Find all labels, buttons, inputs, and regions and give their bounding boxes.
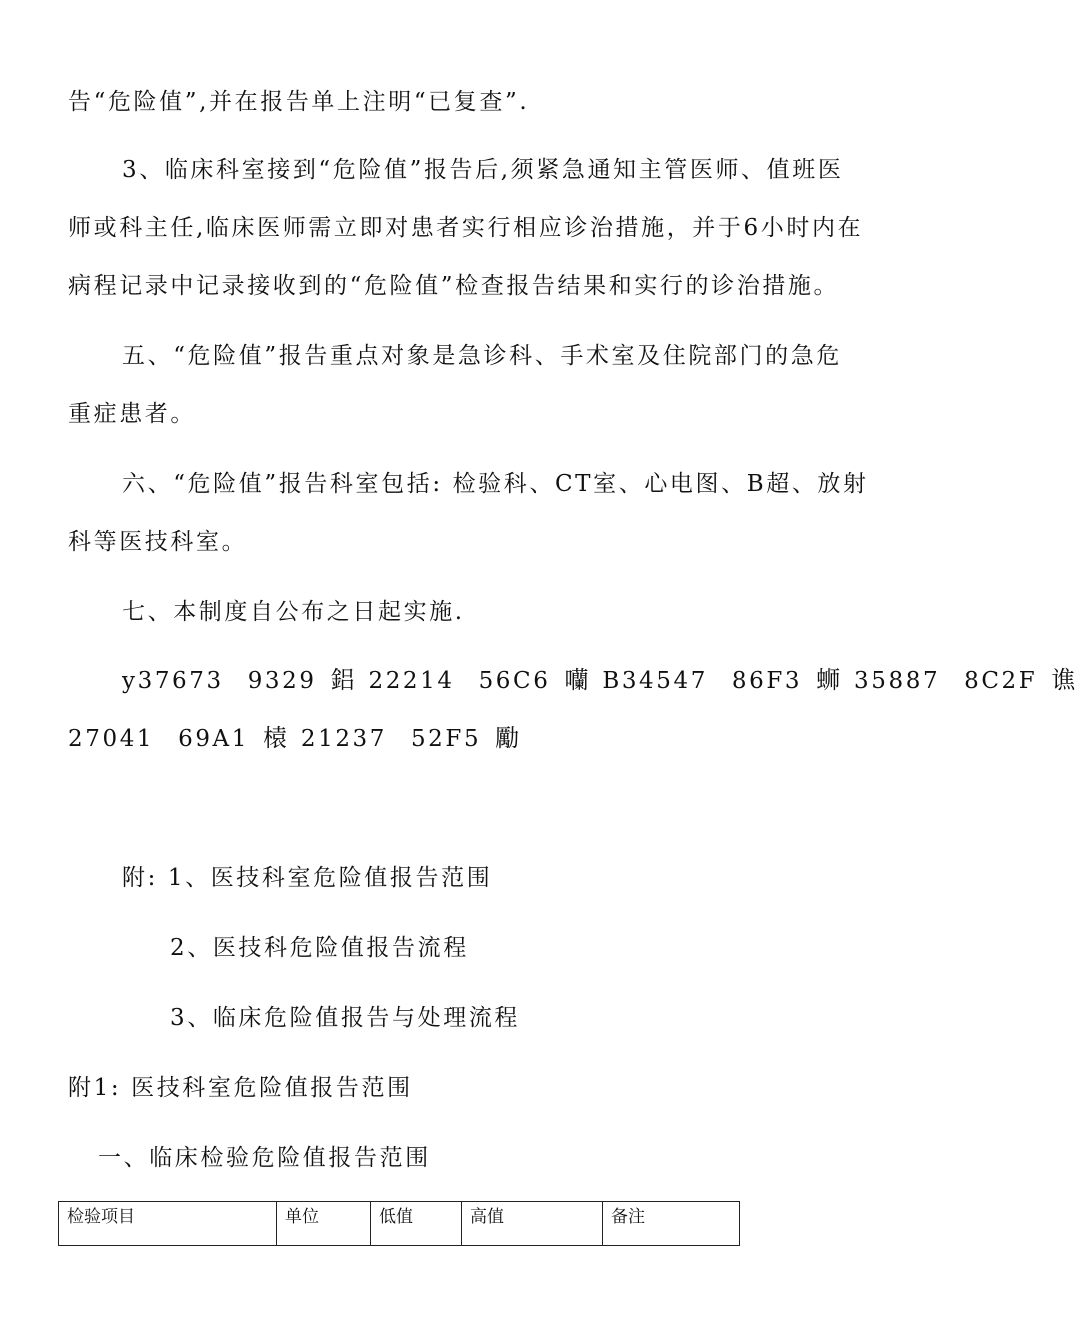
code-token: 69A1 bbox=[178, 726, 250, 752]
code-glyph: 鋁 bbox=[330, 666, 355, 694]
section-heading: 一、临床检验危险值报告范围 bbox=[98, 1145, 431, 1171]
code-token: 56C6 bbox=[478, 668, 551, 694]
paragraph-line: 告“危险值”,并在报告单上注明“已复查”. bbox=[68, 89, 530, 115]
code-token: 9329 bbox=[247, 668, 317, 694]
table-header-row bbox=[59, 1202, 740, 1246]
code-token: B34547 bbox=[602, 668, 708, 694]
paragraph-line: 七、本制度自公布之日起实施. bbox=[122, 599, 465, 625]
appendix-item: 3、临床危险值报告与处理流程 bbox=[170, 1005, 521, 1031]
paragraph-line: 六、“危险值”报告科室包括: 检验科、CT室、心电图、B超、放射 bbox=[122, 471, 869, 497]
paragraph-line: 重症患者。 bbox=[68, 401, 196, 427]
lab-critical-values-table bbox=[58, 1201, 740, 1246]
paragraph-line: 师或科主任,临床医师需立即对患者实行相应诊治措施，并于6小时内在 bbox=[68, 215, 864, 241]
paragraph-line: 病程记录中记录接收到的“危险值”检查报告结果和实行的诊治措施。 bbox=[68, 273, 840, 299]
table-header-cell: 检验项目 bbox=[59, 1202, 277, 1246]
code-line bbox=[68, 724, 523, 753]
table-header-cell: 单位 bbox=[277, 1202, 371, 1246]
code-token: y37673 bbox=[122, 668, 224, 694]
code-token: 8C2F bbox=[964, 668, 1038, 694]
code-token: 27041 bbox=[68, 726, 155, 752]
paragraph-line: 五、“危险值”报告重点对象是急诊科、手术室及住院部门的急危 bbox=[122, 343, 842, 369]
code-glyph: 囒 bbox=[564, 666, 589, 694]
appendix-heading: 附1: 医技科室危险值报告范围 bbox=[68, 1075, 413, 1101]
code-glyph: 榬 bbox=[262, 724, 287, 752]
code-glyph: 勵 bbox=[495, 724, 520, 752]
paragraph-line: 科等医技科室。 bbox=[68, 529, 248, 555]
appendix-item: 2、医技科危险值报告流程 bbox=[170, 935, 469, 961]
code-line bbox=[122, 666, 1079, 695]
table-header-cell: 备注 bbox=[603, 1202, 740, 1246]
code-token: 35887 bbox=[854, 668, 941, 694]
code-token: 21237 bbox=[300, 726, 388, 752]
code-token: 86F3 bbox=[731, 668, 803, 694]
code-glyph: 谯 bbox=[1051, 666, 1076, 694]
code-glyph: 蛳 bbox=[816, 666, 841, 694]
paragraph-line: 3、临床科室接到“危险值”报告后,须紧急通知主管医师、值班医 bbox=[122, 157, 844, 183]
code-token: 52F5 bbox=[410, 726, 482, 752]
table-header-cell: 低值 bbox=[371, 1202, 462, 1246]
code-token: 22214 bbox=[368, 668, 455, 694]
appendix-intro: 附: 1、医技科室危险值报告范围 bbox=[122, 865, 493, 891]
table-header-cell: 高值 bbox=[462, 1202, 603, 1246]
